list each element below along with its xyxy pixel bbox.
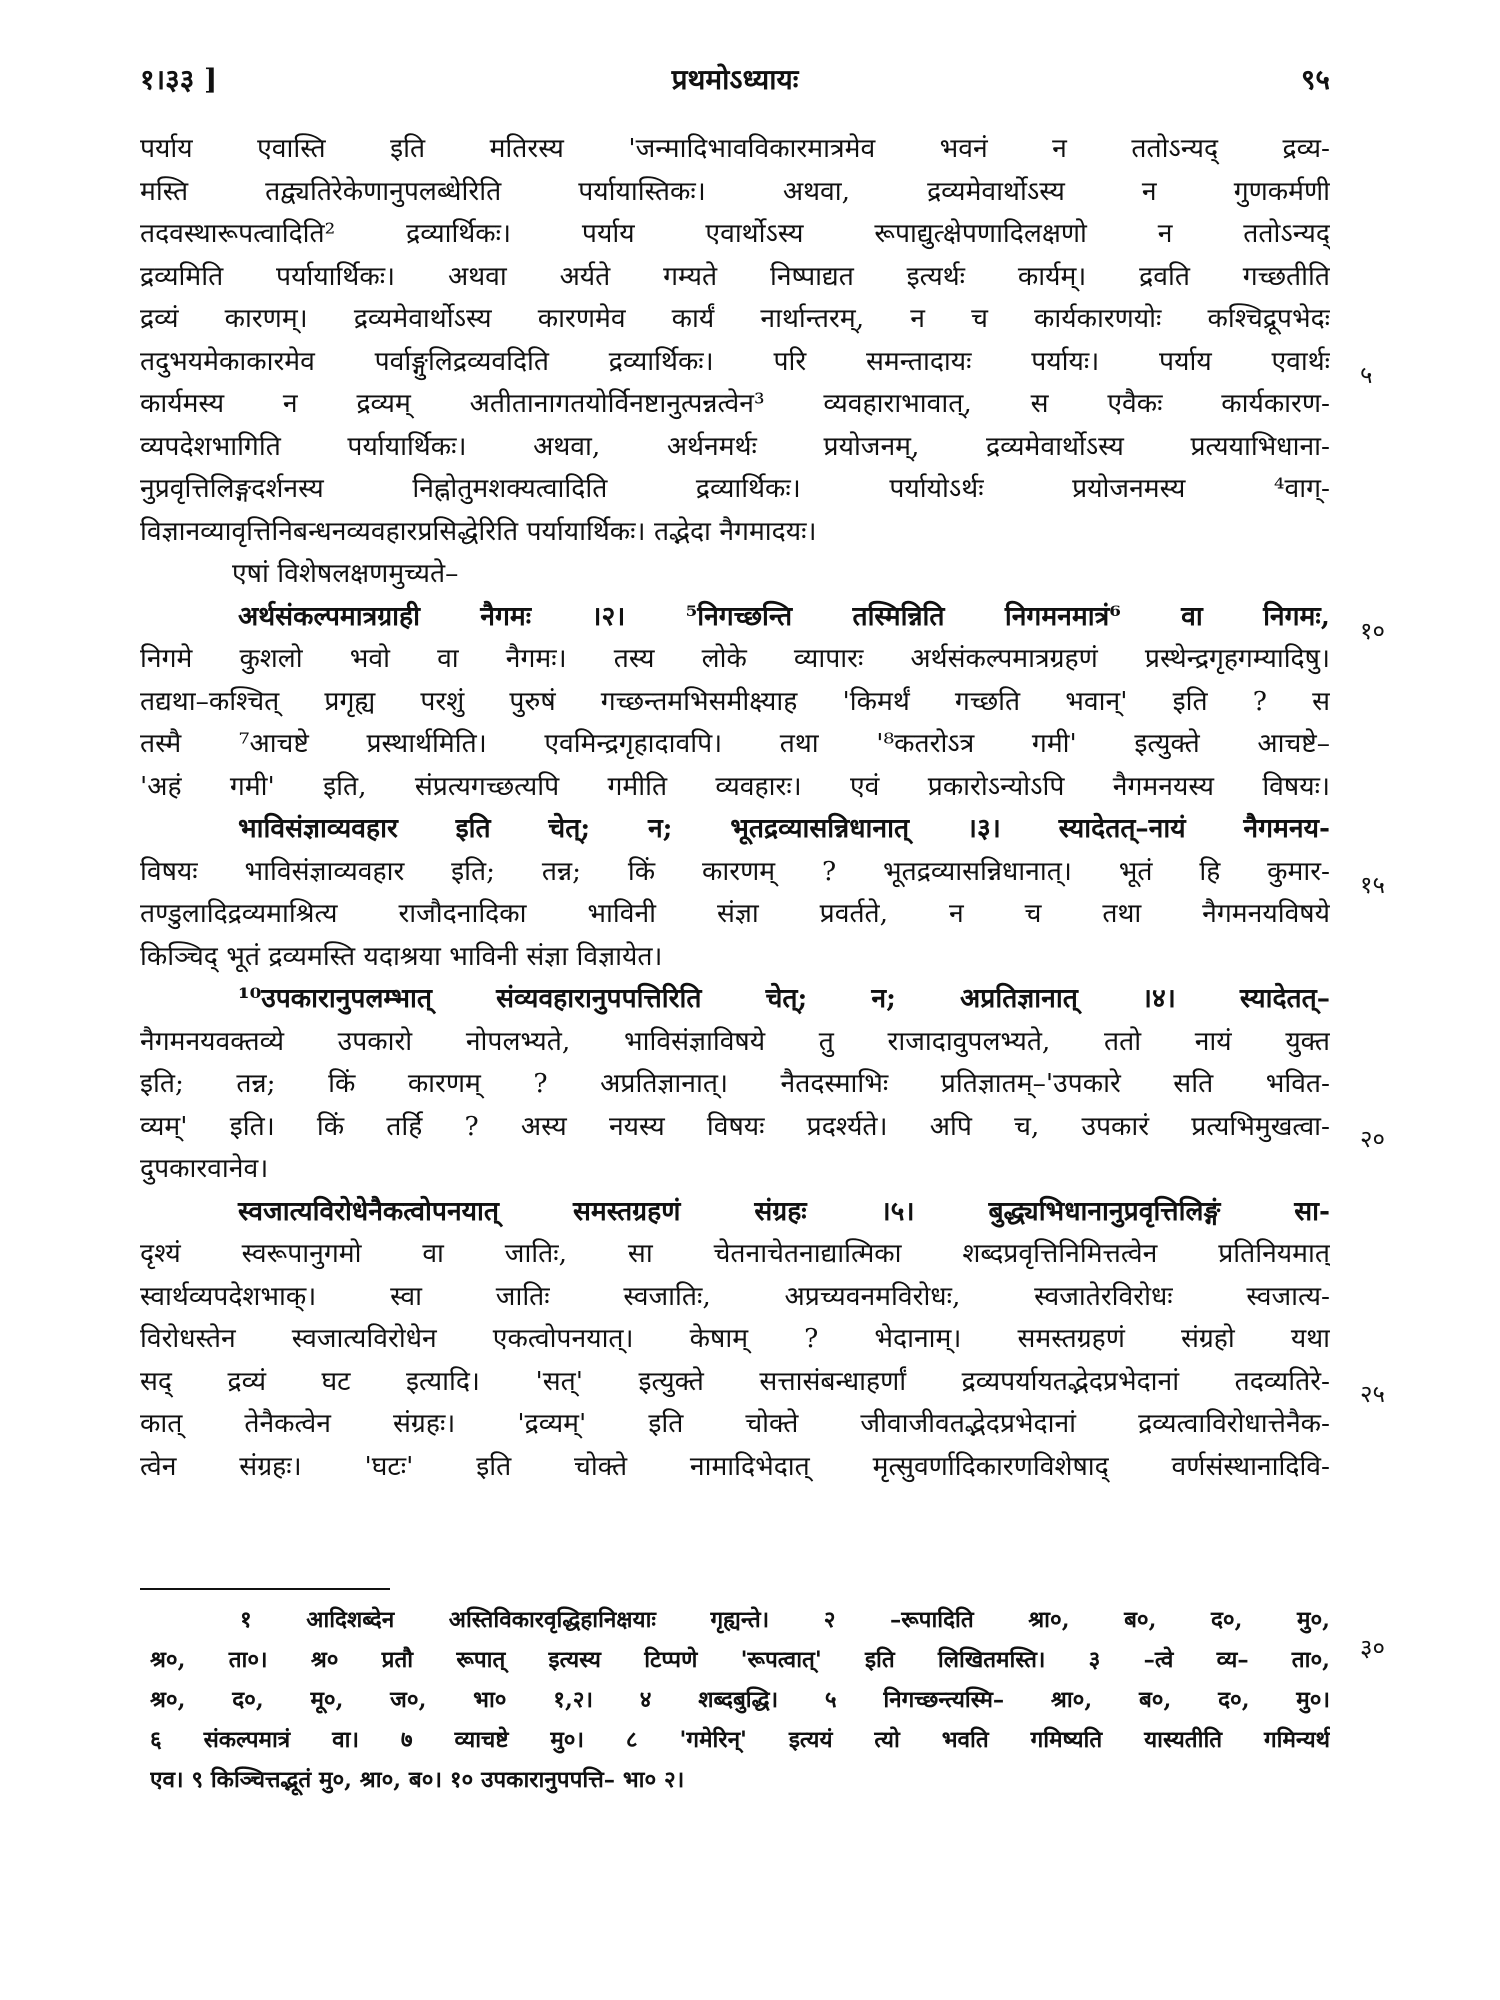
text-line: तण्डुलादिद्रव्यमाश्रित्य राजौदनादिका भाविनी संज्ञा प्रवर्तते, न च तथा नैगमनयविषये <box>140 898 1330 929</box>
sutra-line: स्वजात्यविरोधेनैकत्वोपनयात् समस्तग्रहणं संग्रहः ।५। बुद्ध्यभिधानानुप्रवृत्तिलिङ्गं सा- <box>238 1195 1330 1227</box>
page-number: ९५ <box>1300 63 1330 96</box>
text-line: नुप्रवृत्तिलिङ्गदर्शनस्य निह्नोतुमशक्यत्वादिति द्रव्यार्थिकः। पर्यायोऽर्थः प्रयोजनमस्य ⁴वाग्- <box>140 473 1330 504</box>
text-line: 'अहं गमी' इति, संप्रत्यगच्छत्यपि गमीति व्यवहारः। एवं प्रकारोऽन्योऽपि नैगमनयस्य विषयः। <box>140 770 1330 802</box>
text-line: इति; तन्न; किं कारणम् ? अप्रतिज्ञानात्। नैतदस्माभिः प्रतिज्ञातम्–'उपकारे सति भवित- <box>140 1068 1330 1099</box>
text-line: सद् द्रव्यं घट इत्यादि। 'सत्' इत्युक्ते सत्तासंबन्धाहर्णां द्रव्यपर्यायतद्भेदप्रभेदानां तदव्यतिरे- <box>140 1365 1330 1397</box>
margin-line-number: १० <box>1360 617 1385 645</box>
footnote-line: श्र०, द०, मू०, ज०, भा० १,२। ४ शब्दबुद्धि। ५ निगच्छन्त्यस्मि– श्रा०, ब०, द०, मु०। <box>150 1687 1330 1713</box>
text-line: कात् तेनैकत्वेन संग्रहः। 'द्रव्यम्' इति चोक्ते जीवाजीवतद्भेदप्रभेदानां द्रव्यत्वाविरोधात्तेनैक- <box>140 1408 1330 1439</box>
text-line: तदवस्थारूपत्वादिति² द्रव्यार्थिकः। पर्याय एवार्थोऽस्य रूपाद्युत्क्षेपणादिलक्षणो न ततोऽन्यद् <box>140 218 1330 249</box>
footnote-rule <box>140 1588 390 1590</box>
footnote-line: १ आदिशब्देन अस्तिविकारवृद्धिहानिक्षयाः गृह्यन्ते। २ –रूपादिति श्रा०, ब०, द०, मु०, <box>240 1607 1330 1633</box>
text-line: तदुभयमेकाकारमेव पर्वाङ्गुलिद्रव्यवदिति द्रव्यार्थिकः। परि समन्तादायः पर्यायः। पर्याय एवार्थः <box>140 345 1330 377</box>
text-line: दृश्यं स्वरूपानुगमो वा जातिः, सा चेतनाचेतनाद्यात्मिका शब्दप्रवृत्तिनिमित्तत्वेन प्रतिनियमात् <box>140 1238 1330 1269</box>
text-line: स्वार्थव्यपदेशभाक्। स्वा जातिः स्वजातिः, अप्रच्यवनमविरोधः, स्वजातेरविरोधः स्वजात्य- <box>140 1280 1330 1312</box>
text-line: विषयः भाविसंज्ञाव्यवहार इति; तन्न; किं कारणम् ? भूतद्रव्यासन्निधानात्। भूतं हि कुमार- <box>140 855 1330 887</box>
margin-line-number: ३० <box>1360 1634 1385 1662</box>
text-line: एषां विशेषलक्षणमुच्यते– <box>232 558 459 589</box>
footnote-line: श्र०, ता०। श्र० प्रतौ रूपात् इत्यस्य टिप्पणे 'रूपत्वात्' इति लिखितमस्ति। ३ –त्वे व्य– ता०, <box>150 1647 1330 1673</box>
main-text <box>140 128 1330 1488</box>
section-reference: १।३३ ] <box>140 63 218 96</box>
text-line: दुपकारवानेव। <box>140 1153 269 1184</box>
margin-line-number: ५ <box>1360 361 1373 389</box>
text-line: तस्मै ⁷आचष्टे प्रस्थार्थमिति। एवमिन्द्रगृहादावपि। तथा '⁸कतरोऽत्र गमी' इत्युक्ते आचष्टे– <box>140 728 1330 759</box>
footnote-line: एव। ९ किञ्चित्तद्भूतं मु०, श्रा०, ब०। १० उपकारानुपपत्ति– भा० २। <box>150 1767 685 1793</box>
text-line: द्रव्यं कारणम्। द्रव्यमेवार्थोऽस्य कारणमेव कार्यं नार्थान्तरम्, न च कार्यकारणयोः कश्चिद्रूपभेदः <box>140 303 1330 334</box>
text-line: कार्यमस्य न द्रव्यम् अतीतानागतयोर्विनष्टानुत्पन्नत्वेन³ व्यवहाराभावात्, स एवैकः कार्यकारण- <box>140 388 1330 419</box>
margin-line-number: १५ <box>1360 871 1385 899</box>
text-line: मस्ति तद्व्यतिरेकेणानुपलब्धेरिति पर्यायास्तिकः। अथवा, द्रव्यमेवार्थोऽस्य न गुणकर्मणी <box>140 175 1330 207</box>
sutra-line: अर्थसंकल्पमात्रग्राही नैगमः ।२। ⁵निगच्छन्ति तस्मिन्निति निगमनमात्रं⁶ वा निगमः, <box>238 600 1330 632</box>
text-line: व्यम्' इति। किं तर्हि ? अस्य नयस्य विषयः प्रदर्श्यते। अपि च, उपकारं प्रत्यभिमुखत्वा- <box>140 1110 1330 1142</box>
margin-line-number: २५ <box>1360 1380 1385 1408</box>
text-line: व्यपदेशभागिति पर्यायार्थिकः। अथवा, अर्थनमर्थः प्रयोजनम्, द्रव्यमेवार्थोऽस्य प्रत्ययाभिधाना- <box>140 430 1330 462</box>
text-line: विरोधस्तेन स्वजात्यविरोधेन एकत्वोपनयात्। केषाम् ? भेदानाम्। समस्तग्रहणं संग्रहो यथा <box>140 1323 1330 1354</box>
chapter-title: प्रथमोऽध्यायः <box>671 63 799 96</box>
text-line: पर्याय एवास्ति इति मतिरस्य 'जन्मादिभावविकारमात्रमेव भवनं न ततोऽन्यद् द्रव्य- <box>140 133 1330 164</box>
text-line: तद्यथा–कश्चित् प्रगृह्य परशुं पुरुषं गच्छन्तमभिसमीक्ष्याह 'किमर्थं गच्छति भवान्' इति ? स <box>140 685 1330 717</box>
footnotes <box>150 1600 1330 1800</box>
footnote-line: ६ संकल्पमात्रं वा। ७ व्याचष्टे मु०। ८ 'गमेरिन्' इत्ययं त्यो भवति गमिष्यति यास्यतीति गमिन्यर्थ <box>150 1727 1330 1753</box>
running-header <box>140 60 1330 100</box>
text-line: निगमे कुशलो भवो वा नैगमः। तस्य लोके व्यापारः अर्थसंकल्पमात्रग्रहणं प्रस्थेन्द्रगृहगम्यादिषु। <box>140 643 1330 674</box>
text-line: त्वेन संग्रहः। 'घटः' इति चोक्ते नामादिभेदात् मृत्सुवर्णादिकारणविशेषाद् वर्णसंस्थानादिवि- <box>140 1450 1330 1482</box>
text-line: विज्ञानव्यावृत्तिनिबन्धनव्यवहारप्रसिद्धेरिति पर्यायार्थिकः। तद्भेदा नैगमादयः। <box>140 515 817 547</box>
margin-line-number: २० <box>1360 1125 1385 1153</box>
sutra-line: भाविसंज्ञाव्यवहार इति चेत्; न; भूतद्रव्यासन्निधानात् ।३। स्यादेतत्–नायं नैगमनय- <box>238 813 1330 844</box>
text-line: द्रव्यमिति पर्यायार्थिकः। अथवा अर्यते गम्यते निष्पाद्यत इत्यर्थः कार्यम्। द्रवति गच्छतीति <box>140 260 1330 292</box>
sutra-line: ¹⁰उपकारानुपलम्भात् संव्यवहारानुपपत्तिरिति चेत्; न; अप्रतिज्ञानात् ।४। स्यादेतत्– <box>238 983 1330 1014</box>
text-line: नैगमनयवक्तव्ये उपकारो नोपलभ्यते, भाविसंज्ञाविषये तु राजादावुपलभ्यते, ततो नायं युक्त <box>140 1025 1330 1057</box>
text-line: किञ्चिद् भूतं द्रव्यमस्ति यदाश्रया भाविनी संज्ञा विज्ञायेत। <box>140 940 663 972</box>
